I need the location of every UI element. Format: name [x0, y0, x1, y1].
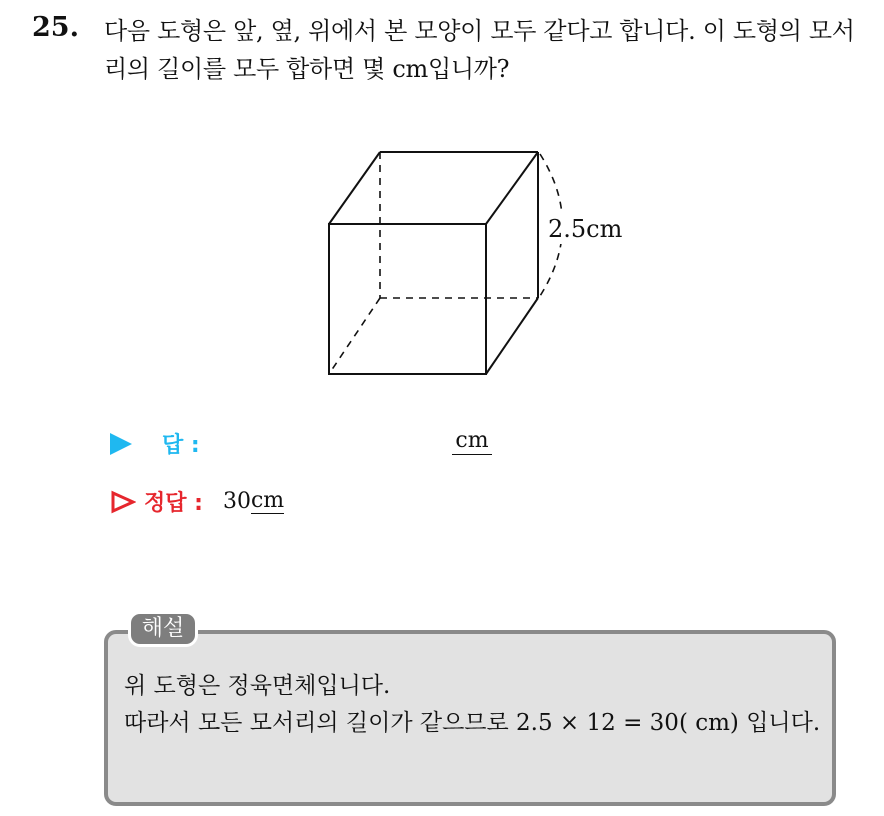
correct-answer-unit: cm: [250, 488, 285, 513]
cube-edge: [329, 152, 380, 224]
question-text: 다음 도형은 앞, 옆, 위에서 본 모양이 모두 같다고 합니다. 이 도형의 모서리의 길이를 모두 합하면 몇 cm입니까?: [104, 17, 855, 83]
answer-row: [110, 428, 200, 459]
cube-hidden-edge: [329, 298, 380, 374]
answer-label: 답 :: [162, 433, 200, 458]
edge-length-label: 2.5cm: [548, 215, 623, 243]
cube-front-face: [329, 224, 486, 374]
solution-text: [124, 668, 824, 742]
cube-edge: [486, 298, 538, 374]
solution-line-2: 따라서 모든 모서리의 길이가 같으므로 2.5 × 12 = 30( cm) 입니다.: [124, 710, 821, 736]
play-triangle-icon: [110, 433, 132, 455]
correct-answer-label: 정답 :: [144, 491, 203, 516]
question-number: 25.: [32, 12, 79, 43]
correct-answer-row: [110, 486, 284, 517]
solution-tag: 해설: [128, 611, 198, 647]
cube-edge: [486, 152, 538, 224]
correct-answer-value: 30: [222, 489, 251, 514]
answer-unit: cm: [452, 428, 492, 455]
solution-line-1: 위 도형은 정육면체입니다.: [124, 673, 391, 699]
outline-triangle-icon: [110, 490, 136, 514]
